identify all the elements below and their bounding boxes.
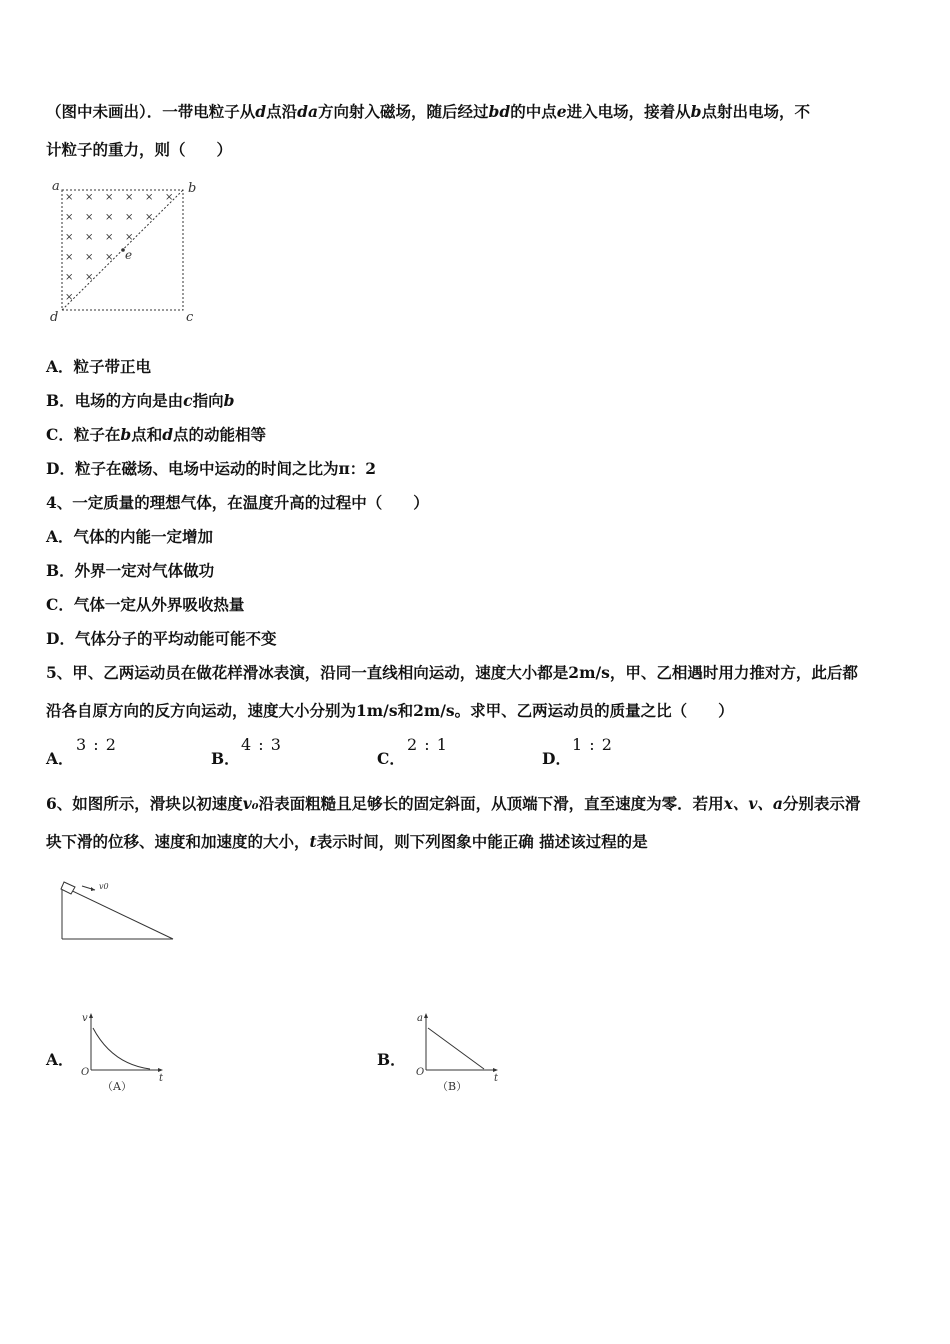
graph-b-y-arrow — [424, 1013, 428, 1018]
q4-option-b: B．外界一定对气体做功 — [46, 561, 215, 580]
q6-stem-text: 沿表面粗糙且足够长的固定斜面，从顶端下滑，直至速度为零．若用 — [258, 794, 724, 813]
label-b: b — [188, 181, 197, 196]
field-mark: × — [165, 192, 174, 203]
q3-option-d: D．粒子在磁场、电场中运动的时间之比为π：2 — [46, 459, 377, 478]
field-mark: × — [125, 232, 134, 243]
field-mark: × — [65, 232, 74, 243]
graph-b-x-arrow — [493, 1068, 498, 1072]
q3-option-c-var-b: b — [120, 425, 132, 444]
slider-block — [61, 882, 75, 894]
q5-option-a-value: 3 : 2 — [76, 735, 117, 754]
q6-var-v0: v₀ — [242, 794, 259, 813]
q5-option-a-label: A． — [46, 749, 74, 768]
graph-b-caption: （B） — [437, 1080, 468, 1093]
field-mark: × — [105, 212, 114, 223]
q3-option-b-text: B．电场的方向是由 — [46, 391, 184, 410]
q3-stem-text: （图中未画出）．一带电粒子从 — [46, 102, 256, 121]
q3-var-d: d — [255, 102, 267, 121]
q6-incline-figure — [55, 876, 180, 946]
q6-stem-text: 表示时间，则下列图象中能正确 描述该过程的是 — [316, 832, 648, 851]
q3-var-da: da — [297, 102, 319, 121]
graph-a-y-arrow — [89, 1013, 93, 1018]
field-mark: × — [85, 212, 94, 223]
q6-graph-b — [411, 1008, 511, 1098]
field-mark: × — [85, 192, 94, 203]
q3-var-e: e — [556, 102, 567, 121]
q3-stem-line1 — [46, 102, 810, 122]
q6-stem-text: 块下滑的位移、速度和加速度的大小， — [46, 832, 310, 851]
field-mark: × — [65, 252, 74, 263]
q3-option-b — [46, 391, 234, 411]
graph-a-curve — [93, 1028, 150, 1069]
q5-option-d-value: 1 : 2 — [572, 735, 613, 754]
field-mark: × — [105, 192, 114, 203]
graph-a-xlabel: t — [159, 1073, 164, 1084]
q5-option-d-label: D． — [542, 749, 571, 768]
label-a: a — [52, 179, 60, 194]
field-mark: × — [65, 272, 74, 283]
q3-stem-text: 点射出电场，不 — [701, 102, 810, 121]
graph-b-xlabel: t — [494, 1073, 499, 1084]
label-d: d — [50, 310, 59, 325]
magnetic-field-marks — [65, 192, 173, 303]
q3-option-c-text: C．粒子在 — [46, 425, 121, 444]
field-mark: × — [125, 192, 134, 203]
graph-a-origin: O — [81, 1067, 90, 1078]
field-mark: × — [105, 252, 114, 263]
q3-option-b-text: 指向 — [192, 391, 224, 410]
label-c: c — [186, 310, 194, 325]
q6-vars-xva: x、v、a — [723, 794, 783, 813]
q6-graph-b-option: B． — [377, 1050, 406, 1069]
q4-option-a: A．气体的内能一定增加 — [46, 527, 214, 546]
q3-option-c-var-d: d — [162, 425, 174, 444]
field-mark: × — [65, 192, 74, 203]
q3-stem-line2: 计粒子的重力，则（ ） — [46, 140, 233, 159]
q6-graph-a-option: A． — [46, 1050, 74, 1069]
q6-stem-text: 分别表示滑 — [782, 794, 861, 813]
graph-b-origin: O — [416, 1067, 425, 1078]
q5-options — [46, 735, 666, 775]
field-mark: × — [85, 272, 94, 283]
field-mark: × — [105, 232, 114, 243]
graph-b-line — [428, 1028, 484, 1069]
q3-option-a: A．粒子带正电 — [46, 357, 152, 376]
q5-option-b-label: B． — [211, 749, 240, 768]
q3-stem-text: 进入电场，接着从 — [566, 102, 691, 121]
q3-option-b-var-c: c — [183, 391, 193, 410]
field-mark: × — [65, 212, 74, 223]
label-e: e — [125, 248, 133, 262]
q3-stem-text: 点沿 — [266, 102, 298, 121]
q4-stem: 4、一定质量的理想气体，在温度升高的过程中（ ） — [46, 493, 429, 512]
graph-b-ylabel: a — [417, 1013, 423, 1024]
q4-option-c: C．气体一定从外界吸收热量 — [46, 595, 245, 614]
q6-var-t: t — [309, 832, 317, 851]
q3-option-c-text: 点的动能相等 — [173, 425, 267, 444]
field-mark: × — [145, 212, 154, 223]
q3-option-c-text: 点和 — [131, 425, 163, 444]
graph-a-ylabel: v — [82, 1013, 88, 1024]
q5-option-c-label: C． — [377, 749, 405, 768]
q6-stem-line2 — [46, 832, 648, 852]
q4-option-d: D．气体分子的平均动能可能不变 — [46, 629, 277, 648]
q3-option-b-var-b: b — [223, 391, 235, 410]
field-mark: × — [65, 292, 74, 303]
q3-var-bd: bd — [488, 102, 511, 121]
q3-stem-text: 方向射入磁场，随后经过 — [318, 102, 489, 121]
q6-graph-a — [76, 1008, 176, 1098]
q3-field-figure — [46, 176, 206, 328]
velocity-arrowhead — [91, 887, 95, 891]
graph-a-caption: （A） — [102, 1080, 132, 1093]
field-mark: × — [125, 212, 134, 223]
incline-v0-label: v0 — [99, 882, 109, 891]
incline-surface — [62, 886, 173, 939]
q3-var-b: b — [690, 102, 702, 121]
field-mark: × — [85, 252, 94, 263]
field-mark: × — [145, 192, 154, 203]
graph-a-x-arrow — [158, 1068, 163, 1072]
q3-stem-text: 的中点 — [510, 102, 557, 121]
q5-stem-line2: 沿各自原方向的反方向运动，速度大小分别为1m/s和2m/s。求甲、乙两运动员的质量之比（ ） — [46, 701, 734, 720]
field-mark: × — [85, 232, 94, 243]
q6-stem-text: 6、如图所示，滑块以初速度 — [46, 794, 243, 813]
q6-stem-line1 — [46, 794, 860, 814]
q3-option-c — [46, 425, 266, 445]
q5-stem-line1: 5、甲、乙两运动员在做花样滑冰表演，沿同一直线相向运动，速度大小都是2m/s，甲、乙相遇时用力推对方，此后都 — [46, 663, 858, 682]
q5-option-b-value: 4 : 3 — [241, 735, 282, 754]
q5-option-c-value: 2 : 1 — [407, 735, 448, 754]
